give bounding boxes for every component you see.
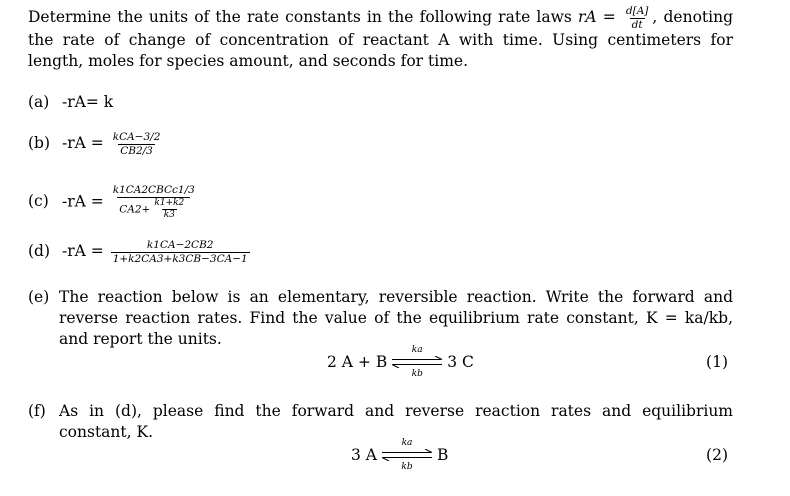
equation-1-right: 3 C <box>447 353 474 371</box>
item-d-fraction <box>111 240 250 264</box>
equation-1-number: (1) <box>706 353 728 371</box>
item-d-denominator: 1+k2CA3+k3CB−3CA−1 <box>112 252 248 265</box>
item-d-lhs: -rA = <box>62 242 104 260</box>
rate-symbol: rA = <box>577 8 622 26</box>
rate-numerator: d[A] <box>625 5 649 17</box>
harpoon-icon <box>380 449 434 461</box>
harpoon-icon <box>390 356 444 368</box>
equation-2-left: 3 A <box>351 446 377 464</box>
item-b-label: (b) <box>28 134 51 152</box>
equation-2-right: B <box>436 446 449 464</box>
item-c-fraction <box>111 185 197 220</box>
item-c-denominator <box>117 197 190 220</box>
item-f <box>28 401 733 443</box>
item-c-lhs: -rA = <box>62 192 104 211</box>
item-a-equation: -rA= k <box>62 93 114 111</box>
item-b <box>28 132 164 156</box>
item-a <box>28 93 113 111</box>
intro-text-before: Determine the units of the rate constants in the following rate laws <box>28 8 578 26</box>
equation-1-ka: ka <box>411 345 423 355</box>
item-d-numerator: k1CA−2CB2 <box>146 239 214 251</box>
equation-1 <box>327 345 474 379</box>
item-a-label: (a) <box>28 93 50 111</box>
item-b-lhs: -rA = <box>62 134 104 152</box>
item-c-inner-num: k1+k2 <box>154 197 185 208</box>
intro-text-after: , denoting the rate of change of concentration of reactant A with time. Using centimeters for length, moles for species amount, and seconds for time. <box>28 8 733 70</box>
item-e <box>28 287 733 350</box>
item-b-numerator: kCA−3/2 <box>112 131 161 143</box>
equation-2 <box>351 438 448 472</box>
item-c <box>28 185 199 220</box>
equation-1-kb: kb <box>411 369 423 379</box>
equation-2-kb: kb <box>401 462 413 472</box>
item-b-denominator: CB2/3 <box>120 144 153 157</box>
item-e-text: The reaction below is an elementary, reversible reaction. Write the forward and reverse reaction rates. Find the value of the equilibrium rate constant, K = ka/kb, and report the units. <box>59 288 733 348</box>
intro-paragraph <box>28 6 733 72</box>
item-c-inner-den: k3 <box>163 209 175 220</box>
item-f-label: (f) <box>28 402 46 420</box>
item-e-label: (e) <box>28 288 50 306</box>
equation-2-ka: ka <box>401 438 413 448</box>
item-b-fraction <box>111 132 163 156</box>
item-c-inner-fraction <box>152 199 186 220</box>
equation-2-number: (2) <box>706 446 728 464</box>
item-d <box>28 240 252 264</box>
item-c-numerator: k1CA2CBCc1/3 <box>112 184 195 196</box>
rate-fraction <box>624 6 651 30</box>
equilibrium-arrows-2 <box>380 438 434 472</box>
equation-1-left: 2 A + B <box>327 353 388 371</box>
equilibrium-arrows-1 <box>390 345 444 379</box>
item-c-den-main: CA2+ <box>119 203 151 215</box>
item-c-label: (c) <box>28 192 49 211</box>
item-f-text: As in (d), please find the forward and reverse reaction rates and equilibrium constant, K. <box>59 402 733 441</box>
item-d-label: (d) <box>28 242 51 260</box>
rate-denominator: dt <box>631 18 643 31</box>
